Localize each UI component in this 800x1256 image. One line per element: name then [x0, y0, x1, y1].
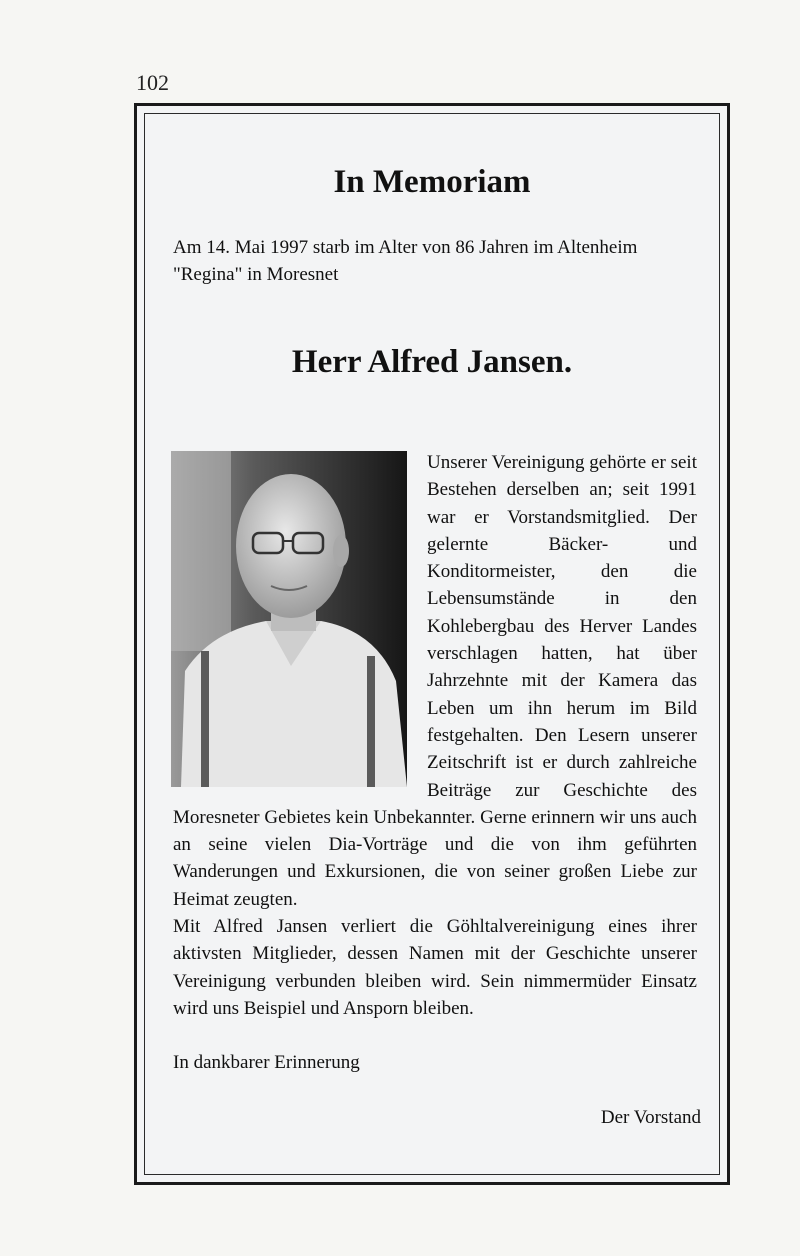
notice-body — [173, 449, 697, 1022]
notice-intro: Am 14. Mai 1997 starb im Alter von 86 Jahren im Altenheim "Regina" in Moresnet — [173, 237, 638, 285]
memorial-inner-border — [144, 113, 720, 1175]
portrait-photo — [171, 451, 407, 787]
closing-line: In dankbarer Erinnerung — [173, 1052, 360, 1073]
page-number: 102 — [136, 70, 169, 95]
biography-paragraph: Unserer Vereinigung gehörte er seit Bestehen derselben an; seit 1991 war er Vorstandsmitglied. Der gelernte Bäcker- und Konditormeister, den die Lebensumstände in den Kohlebergbau des Herver Landes verschlagen hatten, hat über Jahrzehnte mit der Kamera das Leben um ihn herum im Bild festgehalten. Den Lesern unserer Zeitschrift ist er durch zahlreiche Beiträge zur Geschichte des Moresneter Gebietes kein Unbekannter. Gerne erinnern wir uns auch an seine vielen Dia-Vorträge und die von ihm geführten Wanderungen und Exkursionen, die von seiner großen Liebe zur Heimat zeugten. — [173, 452, 697, 910]
signature: Der Vorstand — [600, 1107, 701, 1128]
notice-title: In Memoriam — [333, 164, 531, 200]
deceased-name: Herr Alfred Jansen. — [291, 344, 573, 380]
memorial-frame — [134, 103, 730, 1185]
tribute-paragraph: Mit Alfred Jansen verliert die Göhltalvereinigung eines ihrer aktivsten Mitglieder, dessen Namen mit der Geschichte unserer Vereinigung verbunden bleiben wird. Sein nimmermüder Einsatz wird uns Beispiel und Ansporn bleiben. — [173, 916, 697, 1019]
portrait-image-icon — [171, 451, 407, 787]
